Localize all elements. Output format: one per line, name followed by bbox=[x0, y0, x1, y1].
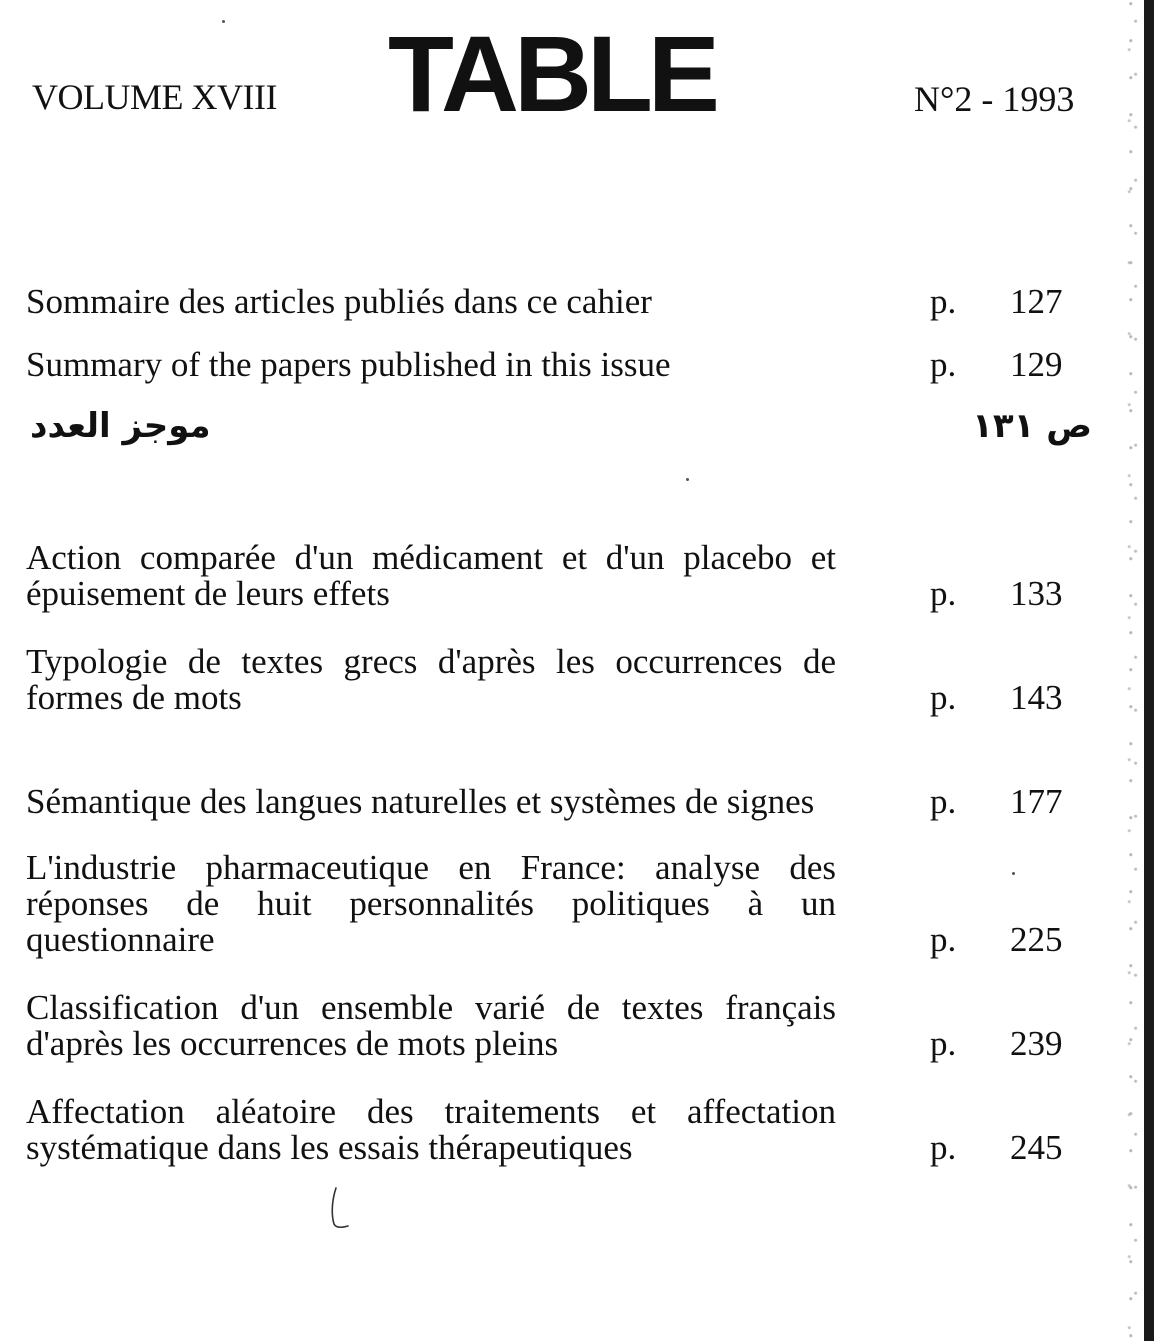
toc-entry-page-prefix: p. bbox=[930, 345, 957, 384]
article-page-number: 245 bbox=[1010, 1128, 1063, 1167]
toc-entry-article bbox=[26, 640, 1086, 716]
article-page-number: 133 bbox=[1010, 574, 1063, 613]
toc-entry-title: Summary of the papers published in this issue bbox=[26, 345, 671, 384]
article-page-prefix: p. bbox=[930, 920, 957, 959]
scan-speck bbox=[686, 478, 689, 481]
toc-entry-page-prefix: p. bbox=[930, 282, 957, 321]
toc-entry-sommaire bbox=[26, 280, 1086, 320]
scan-speck bbox=[222, 20, 225, 23]
arabic-page-reference: ص ١٣١ bbox=[972, 406, 1092, 446]
toc-entry-arabic bbox=[26, 402, 1100, 452]
article-page-number: 239 bbox=[1010, 1024, 1063, 1063]
scan-page-edge bbox=[1144, 0, 1154, 1341]
issue-label: N°2 - 1993 bbox=[914, 79, 1075, 119]
page-title: TABLE bbox=[388, 13, 715, 134]
toc-entry-summary bbox=[26, 343, 1086, 383]
article-page-number: 177 bbox=[1010, 782, 1063, 821]
article-title: Classification d'un ensemble varié de textes français d'après les occurrences de mots pleins bbox=[26, 988, 836, 1063]
toc-entry-article bbox=[26, 536, 1086, 612]
article-title: Action comparée d'un médicament et d'un placebo et épuisement de leurs effets bbox=[26, 538, 836, 613]
article-page-prefix: p. bbox=[930, 1128, 957, 1167]
article-title: Sémantique des langues naturelles et systèmes de signes bbox=[26, 782, 815, 821]
article-page-prefix: p. bbox=[930, 678, 957, 717]
scan-edge-speckle bbox=[1126, 0, 1142, 1341]
article-page-number: 225 bbox=[1010, 920, 1063, 959]
volume-label: VOLUME XVIII bbox=[32, 77, 277, 117]
article-title: Typologie de textes grecs d'après les occurrences de formes de mots bbox=[26, 642, 836, 717]
article-title: Affectation aléatoire des traitements et affectation systématique dans les essais thérapeutiques bbox=[26, 1092, 836, 1167]
toc-entry-article bbox=[26, 1090, 1086, 1166]
pen-mark bbox=[326, 1186, 356, 1232]
toc-entry-article bbox=[26, 846, 1086, 958]
article-page-prefix: p. bbox=[930, 1024, 957, 1063]
toc-entry-article bbox=[26, 744, 1086, 820]
toc-entry-page-number: 129 bbox=[1010, 345, 1063, 384]
article-page-prefix: p. bbox=[930, 574, 957, 613]
arabic-summary-title: موجز العدد bbox=[30, 406, 211, 446]
article-title: L'industrie pharmaceutique en France: analyse des réponses de huit personnalités politiques à un questionnaire bbox=[26, 848, 836, 959]
scan-speck bbox=[1012, 872, 1015, 875]
article-page-number: 143 bbox=[1010, 678, 1063, 717]
article-page-prefix: p. bbox=[930, 782, 957, 821]
toc-entry-page-number: 127 bbox=[1010, 282, 1063, 321]
toc-entry-article bbox=[26, 986, 1086, 1062]
toc-entry-title: Sommaire des articles publiés dans ce cahier bbox=[26, 282, 652, 321]
